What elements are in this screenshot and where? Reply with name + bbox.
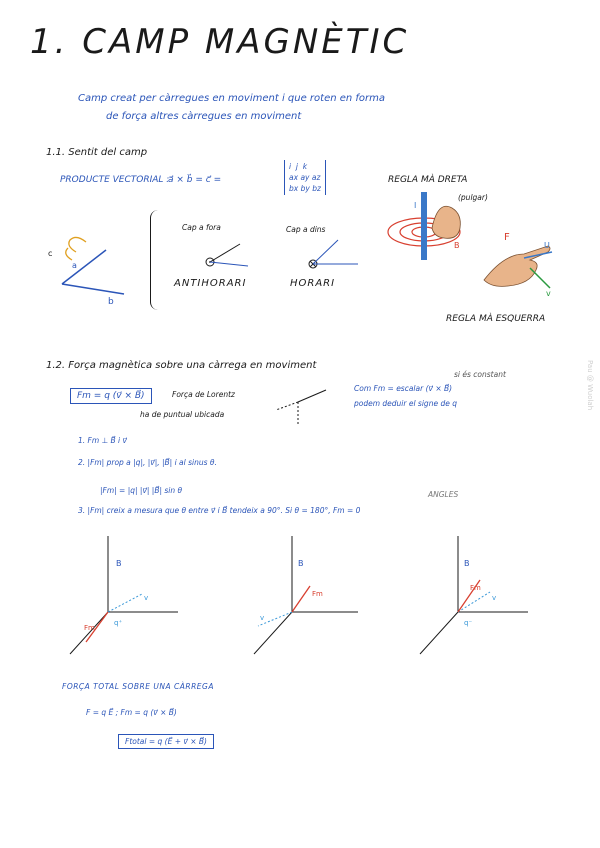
matrix-row-1: i j k bbox=[289, 162, 308, 171]
graph-1-b-label: B bbox=[116, 559, 122, 568]
brace bbox=[150, 210, 161, 310]
graph-2-b-label: B bbox=[298, 559, 304, 568]
property-2-formula: |Fm| = |q| |v⃗| |B⃗| sin θ bbox=[100, 486, 183, 495]
cross-product-sketch bbox=[268, 382, 338, 432]
matrix-row-2: ax ay az bbox=[289, 173, 321, 182]
cap-fora-label: Cap a fora bbox=[182, 223, 221, 232]
graph-1-v-label: v bbox=[144, 594, 149, 602]
vector-sketch bbox=[36, 222, 146, 312]
vector-b-line bbox=[62, 284, 124, 294]
graph-2-f-label: Fm bbox=[312, 590, 323, 598]
property-2: 2. |Fm| prop a |q|, |v⃗|, |B⃗| i al sinus θ. bbox=[78, 458, 217, 467]
total-force-line1: F = q E⃗ ; Fm = q (v⃗ × B⃗) bbox=[86, 708, 177, 717]
vector-a-label: a bbox=[72, 261, 77, 270]
si-es-constant-note: si és constant bbox=[454, 370, 506, 379]
total-force-formula: Ftotal = q (E⃗ + v⃗ × B⃗) bbox=[118, 734, 214, 749]
vector-c-label: c bbox=[48, 249, 53, 258]
intro-text bbox=[78, 90, 518, 126]
rotation-arrow-2 bbox=[66, 248, 72, 260]
cap-dins-label: Cap a dins bbox=[286, 225, 326, 234]
graph-3 bbox=[410, 530, 530, 660]
antihorari-a-arrow bbox=[210, 262, 248, 266]
property-3: 3. |Fm| creix a mesura que θ entre v⃗ i B⃗ tendeix a 90°. Si θ = 180°, Fm = 0 bbox=[78, 506, 361, 515]
graph-2 bbox=[240, 530, 360, 660]
label-i: I bbox=[414, 201, 417, 210]
graph-1-f-label: Fm bbox=[84, 624, 95, 632]
graph-3-b-label: B bbox=[464, 559, 470, 568]
lorentz-formula: Fm = q (v⃗ × B⃗) bbox=[70, 388, 152, 404]
regla-ma-dreta-label: REGLA MÀ DRETA bbox=[388, 175, 468, 185]
intro-line-1: Camp creat per càrregues en moviment i que roten en forma bbox=[78, 93, 386, 104]
label-b: B bbox=[454, 241, 460, 250]
vector-b-label: b bbox=[108, 297, 114, 307]
total-force-heading: FORÇA TOTAL SOBRE UNA CÀRREGA bbox=[62, 682, 214, 691]
com-fm-text: Com Fm = escalar (v⃗ × B⃗) bbox=[354, 384, 453, 393]
point-charge-note: ha de puntual ubicada bbox=[140, 410, 225, 419]
section-heading-1-2: 1.2. Força magnètica sobre una càrrega en moviment bbox=[46, 360, 317, 371]
matrix-row-3: bx by bz bbox=[289, 184, 321, 193]
left-hand-icon bbox=[484, 246, 550, 286]
pulgar-label: (pulgar) bbox=[458, 193, 488, 202]
label-u: U bbox=[544, 241, 550, 250]
antihorari-b-arrow bbox=[210, 244, 240, 262]
hand-rule-illustration bbox=[384, 188, 564, 318]
right-hand-icon bbox=[432, 206, 460, 238]
angles-annotation: ANGLES bbox=[428, 490, 459, 499]
podem-text: podem deduir el signe de q bbox=[354, 399, 457, 408]
watermark: Pau @ Wuolah bbox=[586, 360, 594, 411]
graph-3-f-label: Fm bbox=[470, 584, 481, 592]
horari-label: HORARI bbox=[290, 278, 336, 289]
vector-product-label: PRODUCTE VECTORIAL : bbox=[60, 175, 170, 185]
vector-a-line bbox=[62, 250, 106, 284]
section-heading-1-1: 1.1. Sentit del camp bbox=[46, 147, 148, 158]
determinant-matrix bbox=[284, 160, 326, 195]
property-1: 1. Fm ⊥ B⃗ i v⃗ bbox=[78, 436, 127, 445]
graph-1-q-label: q⁺ bbox=[114, 619, 123, 627]
graph-3-v-label: v bbox=[492, 594, 497, 602]
graph-2-v-label: v bbox=[260, 614, 265, 622]
graph-1 bbox=[60, 530, 180, 660]
vector-product-expr: a⃗ × b⃗ = c⃗ = bbox=[168, 175, 222, 185]
lorentz-label: Força de Lorentz bbox=[172, 390, 235, 399]
label-v: v bbox=[546, 289, 551, 298]
rotation-arrow bbox=[69, 237, 86, 252]
page-title: 1. CAMP MAGNÈTIC bbox=[30, 22, 410, 62]
graph-3-q-label: q⁻ bbox=[464, 619, 473, 627]
regla-ma-esquerra-label: REGLA MÀ ESQUERRA bbox=[446, 314, 546, 324]
wire bbox=[421, 192, 427, 260]
antihorari-label: ANTIHORARI bbox=[174, 278, 247, 289]
label-f: F bbox=[504, 232, 510, 243]
intro-line-2: de força altres càrregues en moviment bbox=[106, 111, 302, 122]
horari-a-arrow bbox=[313, 240, 338, 264]
